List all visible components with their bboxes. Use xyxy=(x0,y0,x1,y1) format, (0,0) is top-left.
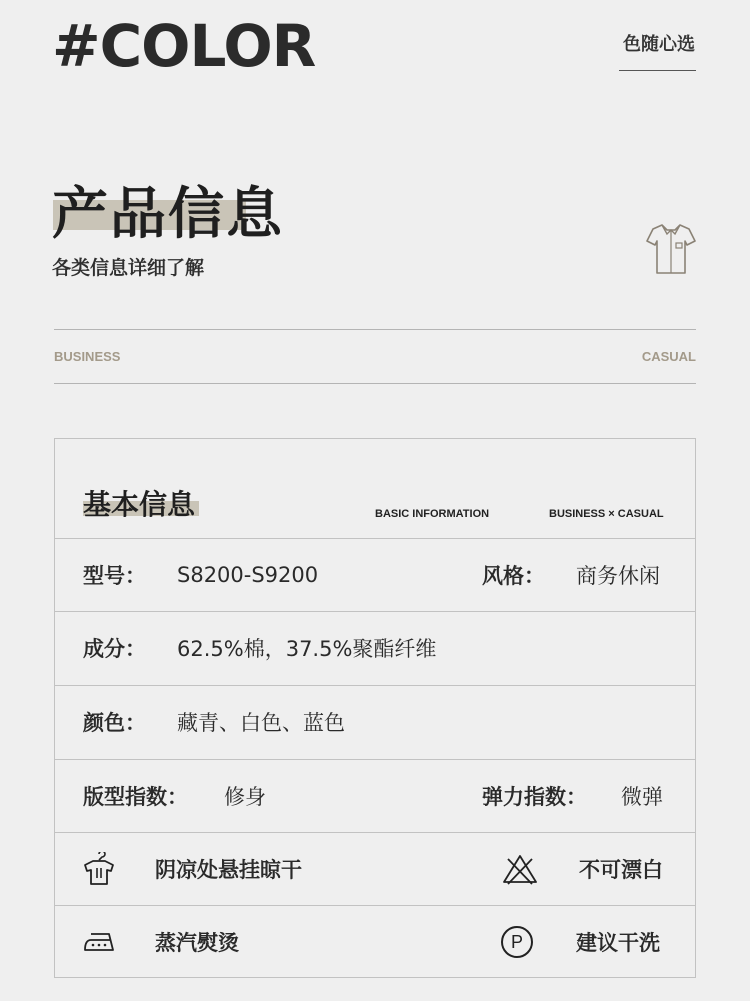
composition-label: 成分： xyxy=(83,637,146,661)
card-style-label: BUSINESS × CASUAL xyxy=(549,508,664,520)
row-color xyxy=(55,685,695,758)
stretch-value: 微弹 xyxy=(621,785,663,809)
color-label: 颜色： xyxy=(83,711,146,735)
card-en-label: BASIC INFORMATION xyxy=(375,508,490,520)
row-fit-stretch xyxy=(55,759,695,832)
care-dry-clean-text: 建议干洗 xyxy=(576,931,660,955)
steam-iron-icon xyxy=(83,930,119,954)
care-dry-text: 阴凉处悬挂晾干 xyxy=(155,858,302,882)
no-bleach-icon xyxy=(502,853,538,885)
model-value: S8200-S9200 xyxy=(177,563,319,587)
p-glyph: P xyxy=(510,932,524,952)
style-value: 商务休闲 xyxy=(576,564,660,588)
model-label: 型号： xyxy=(83,564,146,588)
style-label: 风格： xyxy=(482,564,545,588)
composition-value: 62.5%棉，37.5%聚酯纤维 xyxy=(177,637,437,661)
color-value: 藏青、白色、蓝色 xyxy=(177,711,345,735)
page-title: 产品信息 xyxy=(52,182,284,247)
care-iron-text: 蒸汽熨烫 xyxy=(155,931,239,955)
stretch-label: 弹力指数： xyxy=(482,785,587,809)
care-no-bleach-text: 不可漂白 xyxy=(579,858,663,882)
band-label-business: BUSINESS xyxy=(54,349,121,364)
row-care-2 xyxy=(55,905,695,978)
page-subtitle: 各类信息详细了解 xyxy=(52,257,205,279)
basic-info-card xyxy=(54,438,696,978)
color-pick-link[interactable]: 色随心选 xyxy=(623,34,695,55)
divider-bottom xyxy=(54,383,696,384)
card-header xyxy=(55,439,695,538)
shirt-icon xyxy=(645,221,697,276)
row-composition xyxy=(55,611,695,684)
dry-clean-p-icon xyxy=(500,925,534,959)
brand-title: #COLOR xyxy=(52,12,316,80)
divider-top xyxy=(54,329,696,330)
pick-underline xyxy=(619,70,696,71)
row-model-style xyxy=(55,538,695,611)
card-title: 基本信息 xyxy=(83,488,196,521)
fit-value: 修身 xyxy=(224,785,266,809)
fit-label: 版型指数： xyxy=(83,785,188,809)
band-label-casual: CASUAL xyxy=(641,349,696,364)
hang-dry-icon xyxy=(83,852,115,886)
row-care-1 xyxy=(55,832,695,905)
